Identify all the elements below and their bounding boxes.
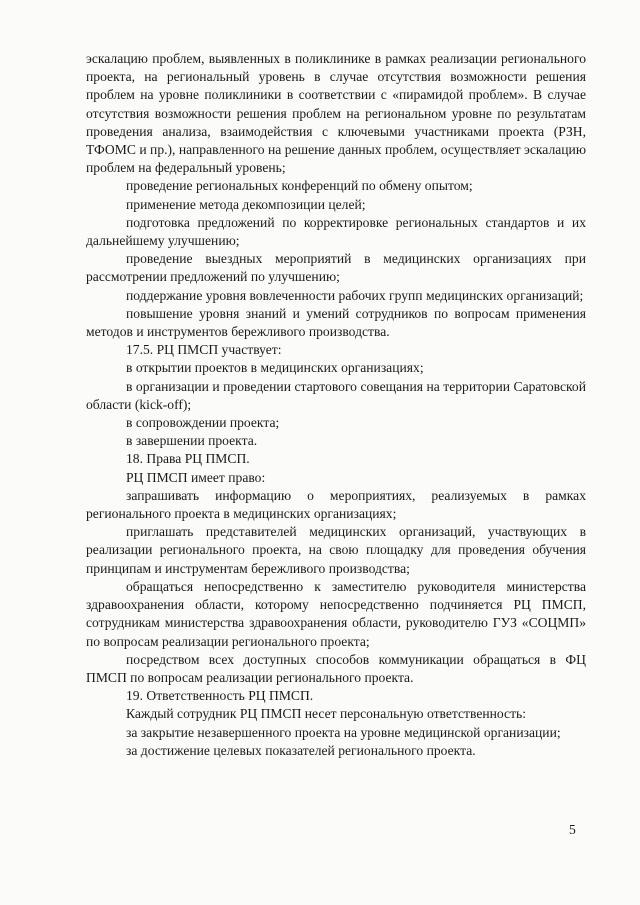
paragraph: обращаться непосредственно к заместителю руководителя министерства здравоохранения области, которому непосредственно подчиняется РЦ ПМСП, сотрудникам министерства здравоохранения области, руководителю ГУЗ «СОЦМП» по вопросам реализации регионального проекта; <box>86 578 586 649</box>
paragraph: РЦ ПМСП имеет право: <box>126 469 266 485</box>
paragraph: приглашать представителей медицинских организаций, участвующих в реализации регионального проекта, на свою площадку для проведения обучения принципам и инструментам бережливого производства; <box>86 524 586 576</box>
paragraph: в открытии проектов в медицинских организациях; <box>126 360 424 376</box>
paragraph: проведение выездных мероприятий в медицинских организациях при рассмотрении предложений по улучшению; <box>86 251 586 285</box>
paragraph: эскалацию проблем, выявленных в поликлинике в рамках реализации регионального проекта, на региональный уровень в случае отсутствия возможности решения проблем на уровне поликлиники в соответствии с «пирамидой проблем». В случае отсутствия возможности решения проблем на региональном уровне по результатам проведения анализа, взаимодействия с ключевыми участниками проекта (РЗН, ТФОМС и пр.), направленного на решение данных проблем, осуществляет эскалацию проблем на федеральный уровень; <box>86 51 586 176</box>
paragraph: Каждый сотрудник РЦ ПМСП несет персональную ответственность: <box>126 706 526 722</box>
paragraph: запрашивать информацию о мероприятиях, реализуемых в рамках регионального проекта в медицинских организациях; <box>86 487 586 522</box>
section-heading: 19. Ответственность РЦ ПМСП. <box>126 688 314 704</box>
paragraph: подготовка предложений по корректировке региональных стандартов и их дальнейшему улучшению; <box>86 214 586 249</box>
paragraph: проведение региональных конференций по обмену опытом; <box>126 178 473 194</box>
page-number: 5 <box>569 822 576 837</box>
paragraph: посредством всех доступных способов коммуникации обращаться в ФЦ ПМСП по вопросам реализации регионального проекта. <box>86 651 586 685</box>
paragraph: поддержание уровня вовлеченности рабочих групп медицинских организаций; <box>126 287 584 303</box>
paragraph: в завершении проекта. <box>126 433 258 449</box>
paragraph: применение метода декомпозиции целей; <box>126 196 366 212</box>
section-heading: 17.5. РЦ ПМСП участвует: <box>126 342 282 358</box>
section-heading: 18. Права РЦ ПМСП. <box>126 451 250 467</box>
paragraph: за достижение целевых показателей регионального проекта. <box>126 742 476 758</box>
paragraph: повышение уровня знаний и умений сотрудников по вопросам применения методов и инструментов бережливого производства. <box>86 305 586 340</box>
paragraph: за закрытие незавершенного проекта на уровне медицинской организации; <box>126 724 561 740</box>
paragraph: в организации и проведении стартового совещания на территории Саратовской области (kick-off); <box>86 378 586 412</box>
document-body <box>86 50 586 760</box>
paragraph: в сопровождении проекта; <box>126 415 280 431</box>
